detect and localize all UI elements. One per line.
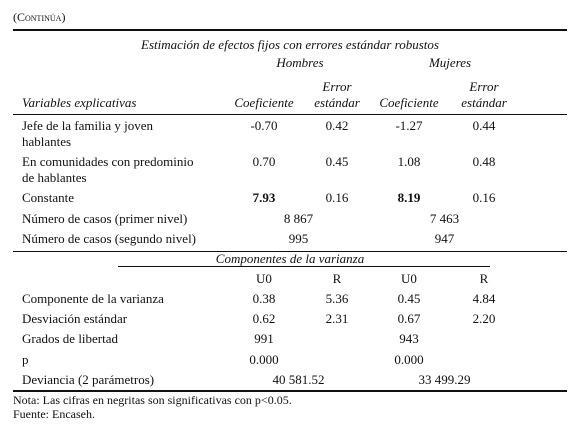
- cell-women-u0: 0.67: [397, 311, 421, 326]
- cell-men-err: 0.42: [325, 118, 349, 133]
- row-label: Constante: [22, 190, 74, 205]
- table-caption: Estimación de efectos fijos con errores estándar robustos: [141, 37, 439, 52]
- cell-women-u0: 0.45: [397, 291, 421, 306]
- row-label-cont: hablantes: [22, 134, 72, 149]
- cases-label: Número de casos (segundo nivel): [22, 231, 197, 246]
- variance-label: Desviación estándar: [22, 311, 128, 326]
- cell-women-u0: 943: [399, 331, 419, 346]
- cell-women-coef: 1.08: [397, 154, 421, 169]
- deviance-women: 33 499.29: [418, 372, 471, 387]
- cases-men: 8 867: [283, 211, 314, 226]
- header-men-err-2: estándar: [314, 95, 360, 110]
- header-men-u0: U0: [256, 271, 272, 286]
- cell-men-coef: -0.70: [250, 118, 278, 133]
- variance-caption-rule: [118, 266, 490, 267]
- header-women-u0: U0: [401, 271, 417, 286]
- cell-women-err: 0.44: [472, 118, 496, 133]
- variance-label: Grados de libertad: [22, 331, 119, 346]
- header-women-r: R: [479, 271, 489, 286]
- row-label-cont: de hablantes: [22, 170, 87, 185]
- cell-women-coef: -1.27: [395, 118, 423, 133]
- continued-label: (Continúa): [13, 10, 66, 24]
- header-women-err-1: Error: [469, 79, 499, 94]
- variance-caption: Componentes de la varianza: [215, 251, 365, 266]
- cell-women-coef-significant: 8.19: [397, 190, 421, 205]
- header-men-r: R: [332, 271, 342, 286]
- cell-men-u0: 0.38: [252, 291, 276, 306]
- cell-women-r: 2.20: [472, 311, 496, 326]
- cell-women-r: 4.84: [472, 291, 496, 306]
- header-men-err-1: Error: [322, 79, 352, 94]
- bottom-rule: [13, 390, 567, 392]
- cell-men-r: 2.31: [325, 311, 349, 326]
- header-women-coef: Coeficiente: [379, 95, 439, 110]
- variance-label: Componente de la varianza: [22, 291, 164, 306]
- cases-women: 947: [434, 231, 455, 246]
- header-men-coef: Coeficiente: [234, 95, 294, 110]
- cell-men-r: 5.36: [325, 291, 349, 306]
- cell-men-coef-significant: 7.93: [252, 190, 276, 205]
- cell-men-u0: 0.000: [249, 352, 279, 367]
- top-rule: [13, 29, 567, 31]
- table-source: Fuente: Encaseh.: [13, 407, 95, 421]
- cell-men-err: 0.16: [325, 190, 349, 205]
- row-label: Jefe de la familia y joven: [22, 118, 154, 133]
- cell-men-u0: 0.62: [252, 311, 276, 326]
- cell-men-err: 0.45: [325, 154, 349, 169]
- cases-women: 7 463: [429, 211, 460, 226]
- row-label: En comunidades con predominio: [22, 154, 194, 169]
- group-header-women: Mujeres: [428, 55, 472, 70]
- cases-men: 995: [288, 231, 309, 246]
- cell-women-err: 0.16: [472, 190, 496, 205]
- cell-men-coef: 0.70: [252, 154, 276, 169]
- cell-women-u0: 0.000: [394, 352, 424, 367]
- group-header-men: Hombres: [276, 55, 324, 70]
- header-women-err-2: estándar: [461, 95, 507, 110]
- cell-men-u0: 991: [254, 331, 274, 346]
- table-note: Nota: Las cifras en negritas son significativas con p<0.05.: [13, 393, 292, 407]
- header-variables: Variables explicativas: [22, 95, 137, 110]
- variance-label: p: [22, 352, 29, 367]
- cell-women-err: 0.48: [472, 154, 496, 169]
- header-rule: [13, 114, 567, 115]
- deviance-men: 40 581.52: [272, 372, 325, 387]
- cases-label: Número de casos (primer nivel): [22, 211, 188, 226]
- deviance-label: Deviancia (2 parámetros): [22, 372, 155, 387]
